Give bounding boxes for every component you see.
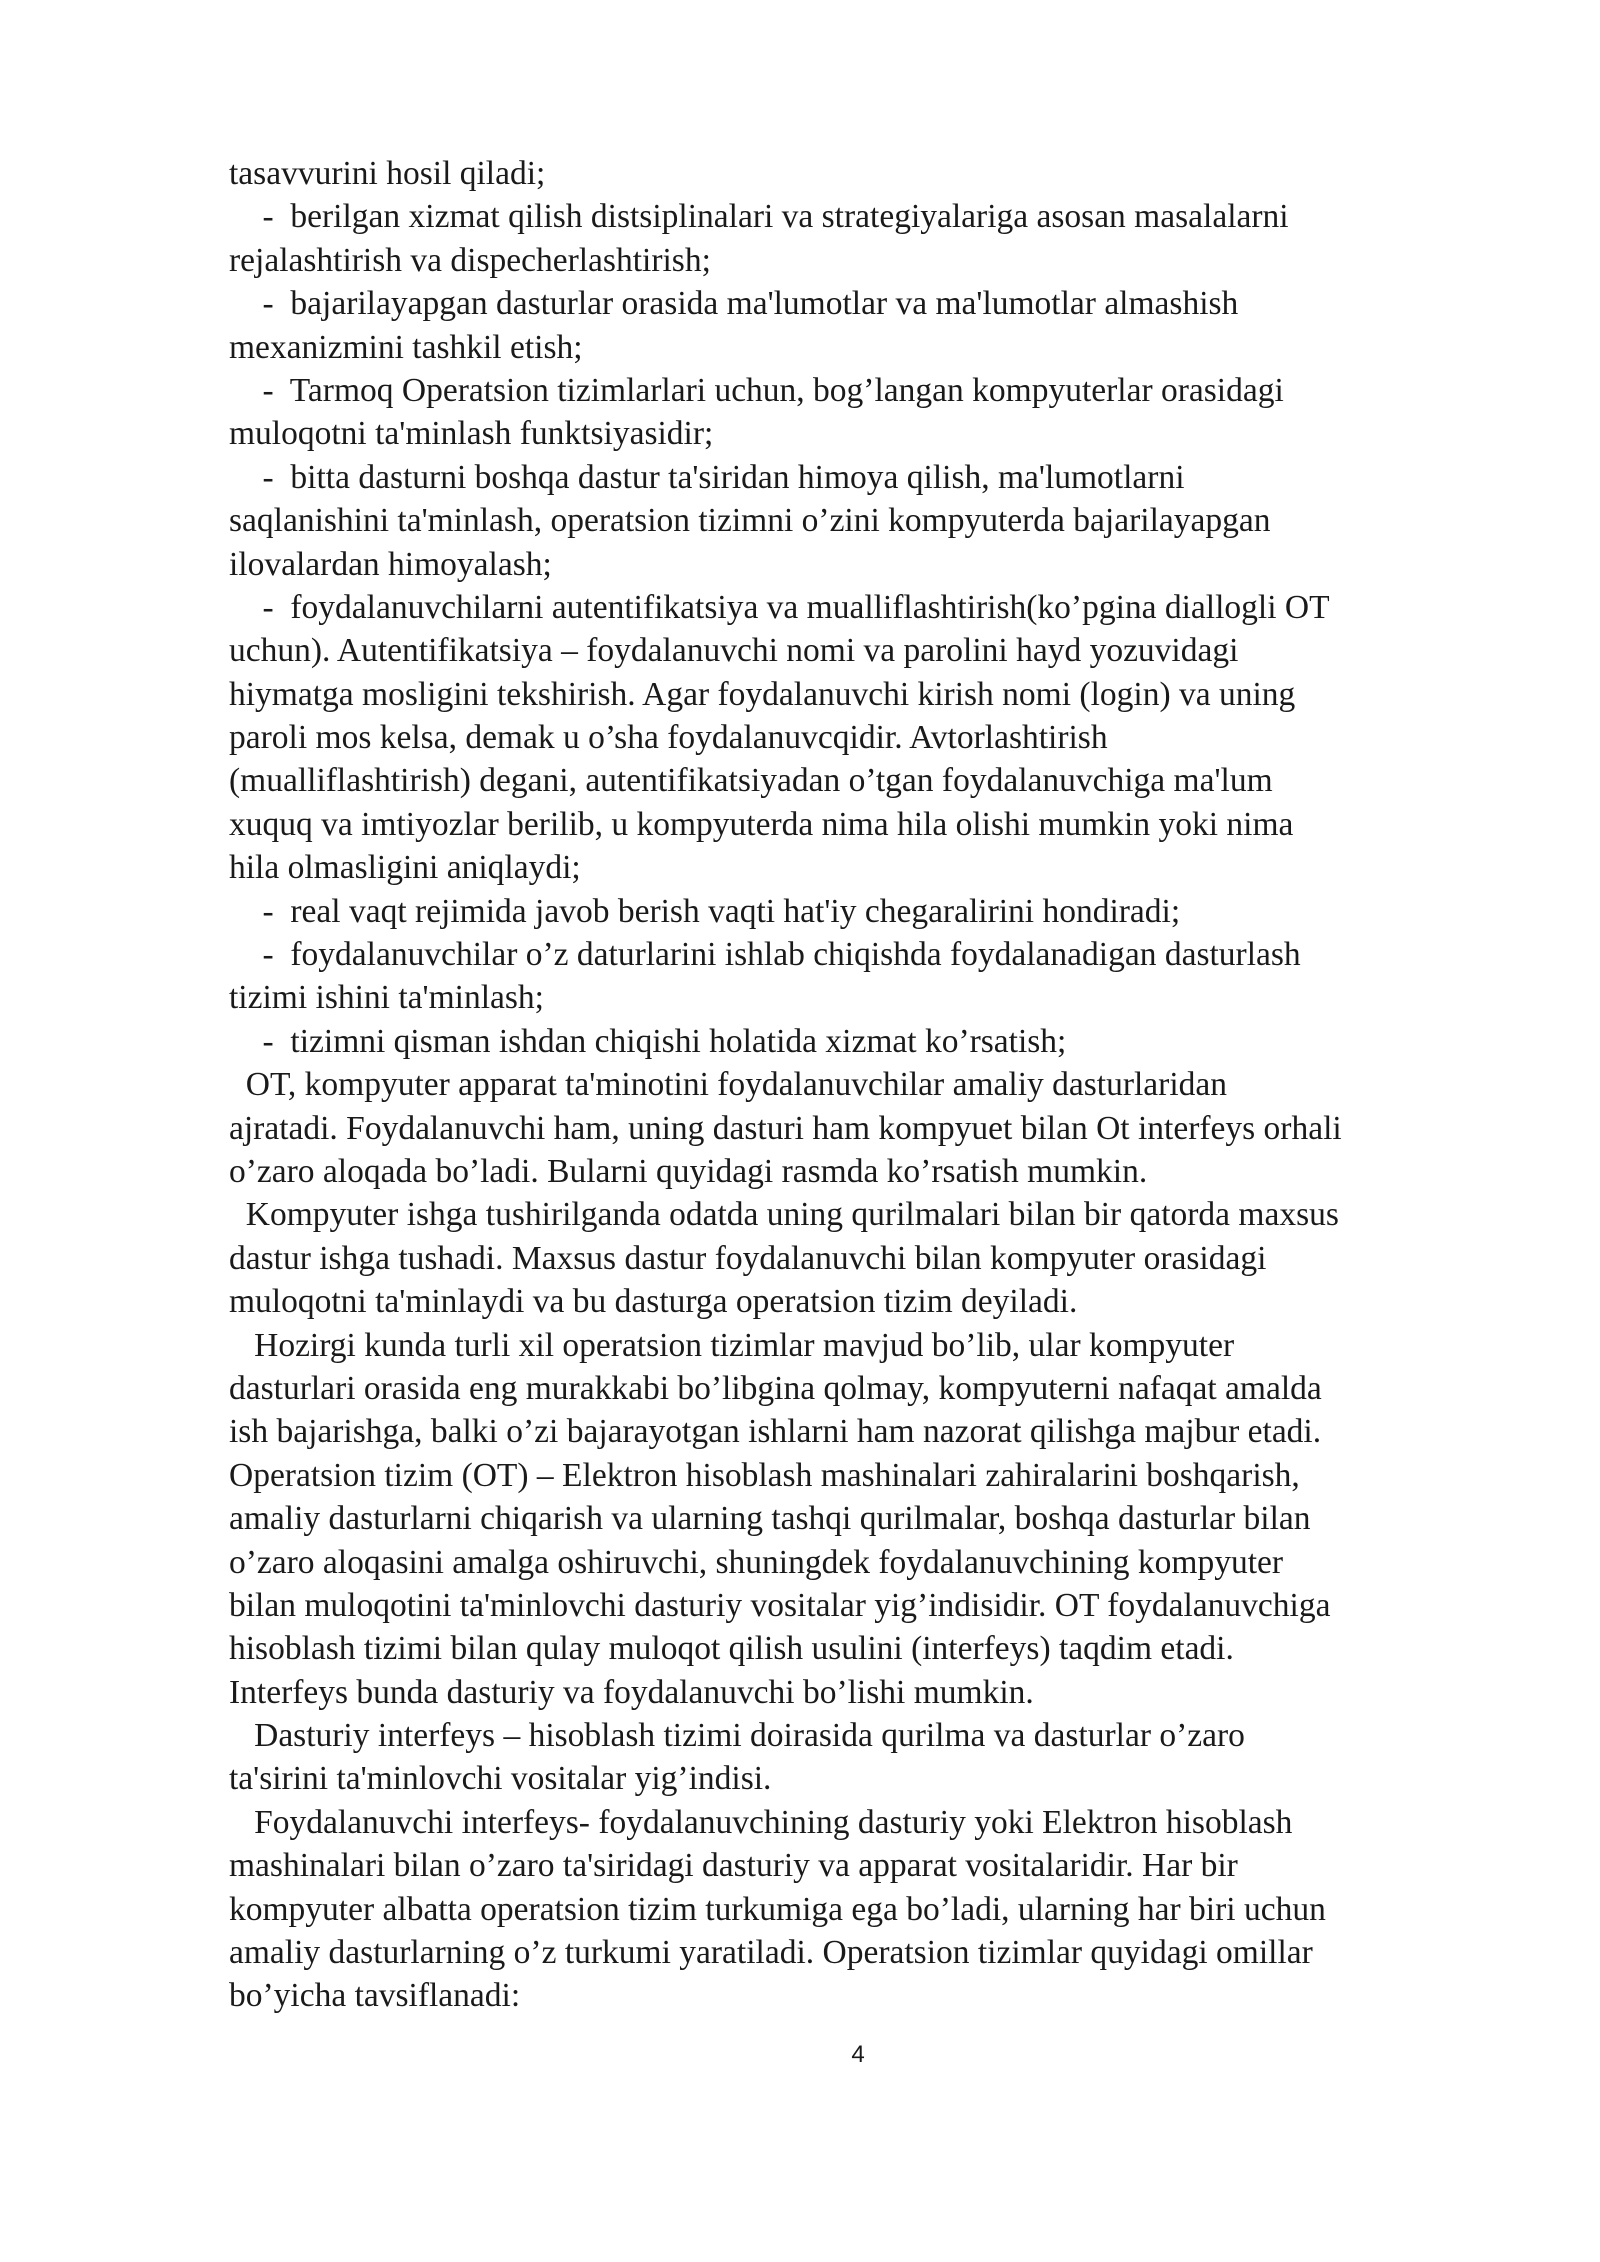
page-number: 4 bbox=[851, 2041, 865, 2068]
text-line: Interfeys bunda dasturiy va foydalanuvchi bo’lishi mumkin. bbox=[229, 1673, 1034, 1711]
text-line: uchun). Autentifikatsiya – foydalanuvchi nomi va parolini hayd yozuvidagi bbox=[229, 632, 1239, 670]
text-line: - real vaqt rejimida javob berish vaqti hat'iy chegaralirini hondiradi; bbox=[229, 892, 1181, 930]
text-line: - berilgan xizmat qilish distsiplinalari va strategiyalariga asosan masalalarni bbox=[229, 198, 1289, 236]
text-line: - foydalanuvchilar o’z daturlarini ishlab chiqishda foydalanadigan dasturlash bbox=[229, 936, 1301, 974]
text-line: ajratadi. Foydalanuvchi ham, uning dasturi ham kompyuet bilan Ot interfeys orhali bbox=[229, 1109, 1342, 1147]
text-line: kompyuter albatta operatsion tizim turkumiga ega bo’ladi, ularning har biri uchun bbox=[229, 1890, 1326, 1928]
text-line: tasavvurini hosil qiladi; bbox=[229, 155, 546, 192]
text-line: Foydalanuvchi interfeys- foydalanuvchining dasturiy yoki Elektron hisoblash bbox=[229, 1803, 1293, 1841]
text-line: Kompyuter ishga tushirilganda odatda uning qurilmalari bilan bir qatorda maxsus bbox=[229, 1196, 1339, 1234]
text-line: hiymatga mosligini tekshirish. Agar foydalanuvchi kirish nomi (login) va uning bbox=[229, 675, 1296, 713]
text-line: ish bajarishga, balki o’zi bajarayotgan ishlarni ham nazorat qilishga majbur etadi. bbox=[229, 1413, 1322, 1451]
body-text bbox=[229, 152, 1529, 2018]
text-line: OT, kompyuter apparat ta'minotini foydalanuvchilar amaliy dasturlaridan bbox=[229, 1066, 1227, 1104]
text-line: - tizimni qisman ishdan chiqishi holatida xizmat ko’rsatish; bbox=[229, 1022, 1067, 1060]
text-line: amaliy dasturlarning o’z turkumi yaratiladi. Operatsion tizimlar quyidagi omillar bbox=[229, 1934, 1313, 1972]
text-line: ilovalardan himoyalash; bbox=[229, 545, 552, 583]
text-line: bilan muloqotini ta'minlovchi dasturiy vositalar yig’indisidir. OT foydalanuvchiga bbox=[229, 1586, 1331, 1624]
text-line: hisoblash tizimi bilan qulay muloqot qilish usulini (interfeys) taqdim etadi. bbox=[229, 1630, 1234, 1668]
text-line: - foydalanuvchilarni autentifikatsiya va mualliflashtirish(ko’pgina diallogli OT bbox=[229, 588, 1330, 626]
text-line: xuquq va imtiyozlar berilib, u kompyuterda nima hila olishi mumkin yoki nima bbox=[229, 805, 1294, 843]
text-line: rejalashtirish va dispecherlashtirish; bbox=[229, 241, 711, 279]
text-line: mexanizmini tashkil etish; bbox=[229, 328, 583, 366]
text-line: o’zaro aloqada bo’ladi. Bularni quyidagi rasmda ko’rsatish mumkin. bbox=[229, 1152, 1148, 1190]
text-line: (mualliflashtirish) degani, autentifikatsiyadan o’tgan foydalanuvchiga ma'lum bbox=[229, 762, 1273, 800]
text-line: muloqotni ta'minlaydi va bu dasturga operatsion tizim deyiladi. bbox=[229, 1283, 1078, 1321]
text-line: Operatsion tizim (OT) – Elektron hisoblash mashinalari zahiralarini boshqarish, bbox=[229, 1456, 1300, 1494]
text-line: - Tarmoq Operatsion tizimlarlari uchun, bog’langan kompyuterlar orasidagi bbox=[229, 371, 1284, 409]
text-line: bo’yicha tavsiflanadi: bbox=[229, 1977, 521, 2015]
text-line: muloqotni ta'minlash funktsiyasidir; bbox=[229, 415, 714, 453]
text-line: saqlanishini ta'minlash, operatsion tizimni o’zini kompyuterda bajarilayapgan bbox=[229, 502, 1271, 540]
text-line: ta'sirini ta'minlovchi vositalar yig’indisi. bbox=[229, 1760, 772, 1798]
text-line: Dasturiy interfeys – hisoblash tizimi doirasida qurilma va dasturlar o’zaro bbox=[229, 1717, 1245, 1755]
text-line: dastur ishga tushadi. Maxsus dastur foydalanuvchi bilan kompyuter orasidagi bbox=[229, 1239, 1267, 1277]
text-line: paroli mos kelsa, demak u o’sha foydalanuvcqidir. Avtorlashtirish bbox=[229, 719, 1108, 757]
text-line: mashinalari bilan o’zaro ta'siridagi dasturiy va apparat vositalaridir. Har bir bbox=[229, 1847, 1238, 1885]
text-line: Hozirgi kunda turli xil operatsion tizimlar mavjud bo’lib, ular kompyuter bbox=[229, 1326, 1235, 1364]
text-line: - bajarilayapgan dasturlar orasida ma'lumotlar va ma'lumotlar almashish bbox=[229, 285, 1239, 323]
text-line: amaliy dasturlarni chiqarish va ularning tashqi qurilmalar, boshqa dasturlar bilan bbox=[229, 1500, 1311, 1538]
text-line: - bitta dasturni boshqa dastur ta'siridan himoya qilish, ma'lumotlarni bbox=[229, 458, 1185, 496]
text-line: dasturlari orasida eng murakkabi bo’libgina qolmay, kompyuterni nafaqat amalda bbox=[229, 1369, 1322, 1407]
text-line: hila olmasligini aniqlaydi; bbox=[229, 849, 581, 887]
text-line: tizimi ishini ta'minlash; bbox=[229, 979, 544, 1017]
text-line: o’zaro aloqasini amalga oshiruvchi, shuningdek foydalanuvchining kompyuter bbox=[229, 1543, 1284, 1581]
